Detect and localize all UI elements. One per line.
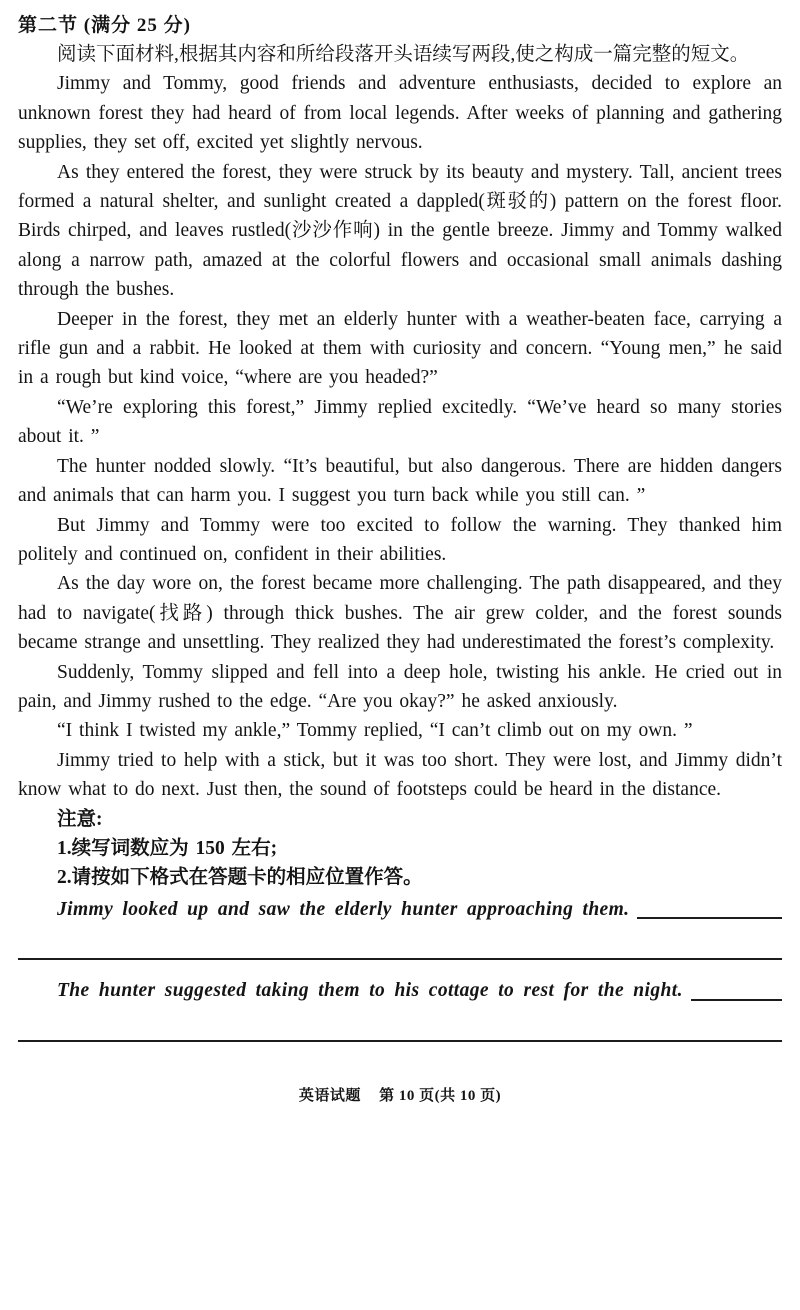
writing-line-2	[18, 1006, 782, 1042]
continuation-prompt-1	[18, 895, 782, 924]
story-paragraph-10: Jimmy tried to help with a stick, but it was too short. They were lost, and Jimmy didn’t know what to do next. Just then, the sound of footsteps could be heard in the distance.	[18, 749, 782, 801]
story-paragraph-3: Deeper in the forest, they met an elderly hunter with a weather-beaten face, carrying a rifle gun and a rabbit. He looked at them with curiosity and concern. “Young men,” he said in a rough but kind voice, “where are you headed?”	[18, 308, 782, 389]
page-footer	[18, 1084, 782, 1105]
writing-line-1	[18, 924, 782, 960]
continuation-prompt-1-text: Jimmy looked up and saw the elderly hunter approaching them.	[57, 898, 630, 920]
story-paragraph-2: As they entered the forest, they were struck by its beauty and mystery. Tall, ancient trees formed a natural shelter, and sunlight created a dappled(斑驳的) pattern on the forest floor. Birds chirped, and leaves rustled(沙沙作响) in the gentle breeze. Jimmy and Tommy walked along a narrow path, amazed at the colorful flowers and occasional small animals dashing through the bushes.	[18, 161, 782, 301]
story-paragraph-9: “I think I twisted my ankle,” Tommy replied, “I can’t climb out on my own. ”	[57, 720, 693, 742]
story-paragraph-4: “We’re exploring this forest,” Jimmy replied excitedly. “We’ve heard so many stories about it. ”	[18, 396, 782, 448]
story-paragraph-1: Jimmy and Tommy, good friends and adventure enthusiasts, decided to explore an unknown forest they had heard of from local legends. After weeks of planning and gathering supplies, they set off, excited yet slightly nervous.	[18, 73, 782, 154]
note-item-1: 1.续写词数应为 150 左右;	[57, 837, 278, 859]
story-paragraph-5: The hunter nodded slowly. “It’s beautiful, but also dangerous. There are hidden dangers and animals that can harm you. I suggest you turn back while you still can. ”	[18, 455, 782, 507]
section-title: 第二节 (满分 25 分)	[18, 15, 191, 36]
prompt-underline	[637, 917, 782, 919]
footer-doc-title: 英语试题	[298, 1087, 361, 1104]
task-instruction: 阅读下面材料,根据其内容和所给段落开头语续写两段,使之构成一篇完整的短文。	[57, 44, 750, 65]
note-item-2: 2.请按如下格式在答题卡的相应位置作答。	[57, 867, 423, 889]
story-paragraph-7: As the day wore on, the forest became more challenging. The path disappeared, and they had to navigate(找路) through thick bushes. The air grew colder, and the forest sounds became strange and unsettling. They realized they had underestimated the forest’s complexity.	[18, 573, 782, 654]
continuation-prompt-2	[18, 976, 782, 1005]
notes-label: 注意:	[57, 808, 103, 830]
story-paragraph-8: Suddenly, Tommy slipped and fell into a deep hole, twisting his ankle. He cried out in pain, and Jimmy rushed to the edge. “Are you okay?” he asked anxiously.	[18, 661, 782, 712]
footer-page-number: 第 10 页(共 10 页)	[379, 1087, 502, 1104]
story-paragraph-6: But Jimmy and Tommy were too excited to follow the warning. They thanked him politely and continued on, confident in their abilities.	[18, 514, 782, 565]
prompt-underline	[691, 999, 782, 1001]
continuation-prompt-2-text: The hunter suggested taking them to his cottage to rest for the night.	[57, 980, 683, 1002]
